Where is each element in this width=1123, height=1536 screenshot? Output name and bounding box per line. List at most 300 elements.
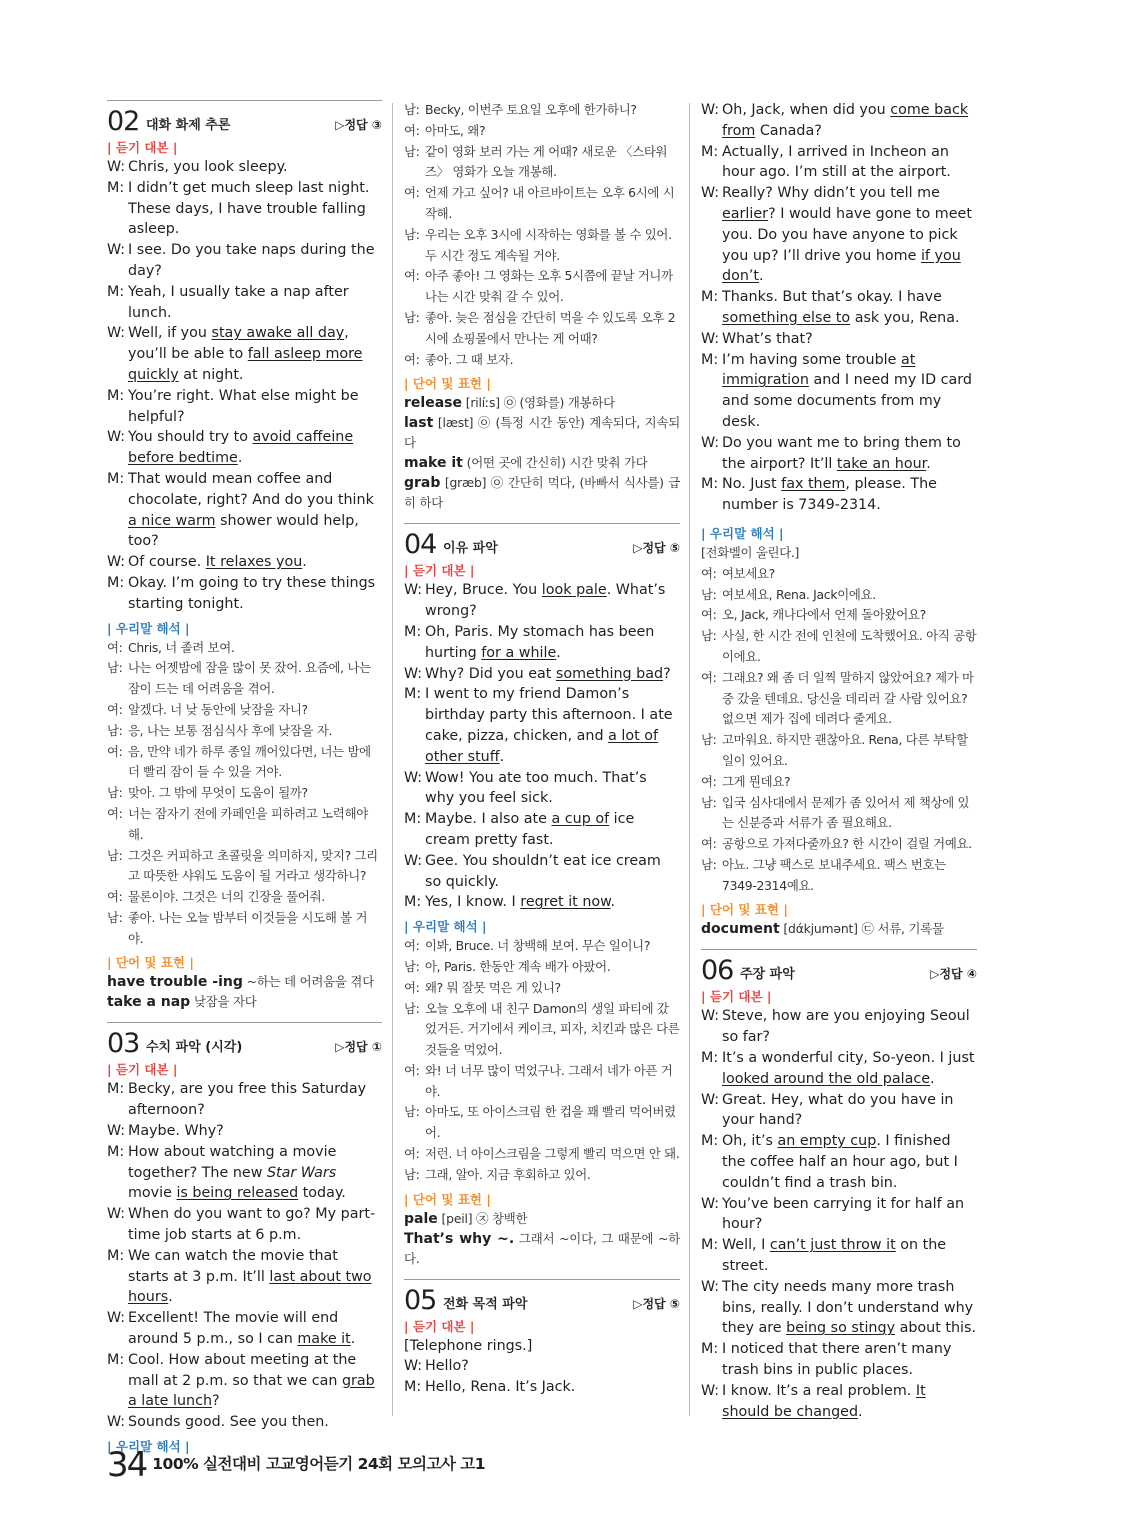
dialogue-text: Hello? — [425, 1358, 469, 1375]
dialogue-text: It’s a wonderful city, So-yeon. I just — [722, 1050, 975, 1067]
q06-title: 주장 파악 — [740, 967, 795, 983]
speaker-label: M: — [107, 1143, 125, 1160]
dialogue-text: about this. — [895, 1320, 977, 1337]
dialogue-text: movie — [128, 1185, 177, 1202]
q06-header — [701, 949, 977, 986]
q02-number: 02 — [107, 106, 140, 137]
q04-vocab — [404, 1209, 680, 1269]
vocab-entry — [404, 453, 680, 473]
translation-text: 음, 만약 네가 하루 종일 깨어있다면, 너는 밤에 더 빨리 잠이 들 수 있을 거야. — [128, 743, 371, 780]
vocab-definition: ㉧ (특정 시간 동안) 계속되다, 지속되다 — [404, 415, 680, 451]
dialogue-text: . — [168, 1289, 173, 1306]
column-3 — [701, 100, 977, 1422]
dialogue-text: . — [930, 1070, 935, 1087]
speaker-label: W: — [701, 330, 720, 347]
speaker-label: M: — [404, 1379, 422, 1396]
translation-text: 물론이야. 그것은 너의 긴장을 풀어줘. — [128, 889, 325, 905]
dialogue-line — [701, 1131, 977, 1193]
speaker-label: W: — [107, 242, 126, 259]
underlined-phrase: is being released — [176, 1185, 299, 1202]
q06-number: 06 — [701, 955, 734, 987]
dialogue-text: . — [759, 268, 764, 285]
dialogue-text: . — [610, 894, 616, 911]
dialogue-text: Star Wars — [266, 1164, 337, 1181]
q02-vocab-label: | 단어 및 표현 | — [107, 955, 194, 971]
dialogue-line — [701, 433, 977, 475]
speaker-label: W: — [701, 185, 720, 202]
translation-text: 우리는 오후 3시에 시작하는 영화를 볼 수 있어. 두 시간 정도 계속될 거야. — [425, 226, 672, 263]
underlined-phrase: being so stingy — [786, 1320, 896, 1337]
column-divider-1 — [392, 103, 393, 1416]
translation-text: 그게 뭔데요? — [722, 773, 791, 789]
dialogue-text: No. Just — [722, 476, 782, 493]
underlined-phrase: if you don’t — [722, 247, 961, 285]
translation-line — [404, 1102, 680, 1144]
speaker-label: W: — [404, 769, 423, 786]
vocab-word: have trouble -ing — [107, 974, 243, 991]
dialogue-text: How about watching a movie together? The new — [128, 1143, 337, 1181]
speaker-label: 남: — [404, 958, 420, 974]
dialogue-line — [404, 1356, 680, 1377]
q03-translation-label: | 우리말 해석 | — [107, 1439, 190, 1455]
translation-line — [107, 846, 382, 888]
dialogue-text: Great. Hey, what do you have in your hand? — [722, 1091, 954, 1129]
vocab-pronunciation: [græb] — [444, 475, 487, 491]
translation-text: 아, Paris. 한동안 계속 배가 아팠어. — [425, 958, 611, 974]
speaker-label: M: — [701, 1050, 719, 1067]
dialogue-line — [701, 1194, 977, 1236]
q02-answer: ▷정답 ③ — [335, 118, 382, 132]
dialogue-text: I noticed that there aren’t many trash bins in public places. — [722, 1341, 952, 1379]
speaker-label: M: — [107, 574, 125, 591]
dialogue-text: You’ve been carrying it for half an hour? — [722, 1195, 965, 1233]
speaker-label: 남: — [404, 1000, 420, 1016]
translation-line — [107, 638, 382, 659]
dialogue-line — [107, 573, 382, 615]
speaker-label: 남: — [701, 732, 717, 748]
dialogue-text: Hello, Rena. It’s Jack. — [425, 1379, 576, 1396]
speaker-label: M: — [701, 351, 719, 368]
speaker-label: 여: — [701, 836, 717, 852]
dialogue-line — [701, 1277, 977, 1339]
translation-text: 공항으로 가져다줄까요? 한 시간이 걸릴 거예요. — [722, 836, 972, 852]
translation-line — [404, 1165, 680, 1186]
vocab-entry — [404, 393, 680, 413]
speaker-label: M: — [404, 686, 422, 703]
dialogue-text: Of course. — [128, 554, 206, 571]
dialogue-text: . — [556, 644, 561, 661]
translation-line — [404, 936, 680, 957]
dialogue-line — [701, 100, 977, 142]
dialogue-line — [404, 851, 680, 893]
vocab-pronunciation: [læst] — [437, 415, 474, 431]
q05-script-label: | 듣기 대본 | — [404, 1318, 475, 1334]
underlined-phrase: stay awake all day — [211, 325, 345, 342]
speaker-label: 여: — [404, 1062, 420, 1078]
underlined-phrase: last about two hours — [128, 1268, 372, 1306]
speaker-label: 여: — [404, 1146, 420, 1162]
q03-translation — [404, 100, 680, 370]
column-1 — [107, 100, 382, 1456]
dialogue-text: Steve, how are you enjoying Seoul so far? — [722, 1008, 970, 1046]
dialogue-line — [404, 1377, 680, 1398]
dialogue-text: I see. Do you take naps during the day? — [128, 242, 375, 279]
vocab-entry — [404, 1209, 680, 1229]
translation-text: 이봐, Bruce. 너 창백해 보여. 무슨 일이니? — [425, 938, 651, 954]
speaker-label: M: — [107, 179, 125, 196]
underlined-phrase: something else to — [722, 309, 851, 326]
translation-text: 저런. 너 아이스크림을 그렇게 빨리 먹으면 안 돼. — [425, 1146, 680, 1162]
translation-line — [701, 585, 977, 606]
speaker-label: W: — [701, 102, 720, 118]
dialogue-text: I went to my friend Damon’s birthday party this afternoon. I ate cake, pizza, chicken, and — [425, 686, 673, 744]
dialogue-line — [701, 1006, 977, 1048]
vocab-entry — [404, 413, 680, 453]
speaker-label: W: — [701, 1091, 720, 1108]
speaker-label: W: — [107, 1123, 126, 1140]
q03-script-label: | 듣기 대본 | — [107, 1062, 178, 1078]
dialogue-line — [107, 323, 382, 385]
translation-text: 여보세요? — [722, 565, 775, 581]
speaker-label: M: — [107, 387, 125, 404]
page-number: 34 — [107, 1445, 147, 1485]
dialogue-line — [404, 664, 680, 685]
q05-translation — [701, 564, 977, 897]
underlined-phrase: at immigration — [722, 351, 916, 389]
speaker-label: 여: — [701, 773, 717, 789]
dialogue-line — [107, 240, 382, 282]
underlined-phrase: for a while — [481, 644, 557, 661]
q06-script-label: | 듣기 대본 | — [701, 989, 772, 1005]
dialogue-line — [107, 1121, 382, 1142]
underlined-phrase: fax them — [781, 476, 846, 493]
translation-line — [701, 730, 977, 772]
dialogue-text: Oh, it’s — [722, 1133, 778, 1150]
speaker-label: W: — [107, 159, 126, 175]
q04-script-label: | 듣기 대본 | — [404, 563, 475, 579]
book-title: 100% 실전대비 고교영어듣기 24회 모의고사 고1 — [152, 1455, 486, 1473]
dialogue-line — [107, 157, 382, 178]
q04-number: 04 — [404, 529, 437, 561]
dialogue-text: . What’s wrong? — [425, 582, 666, 620]
speaker-label: 남: — [404, 226, 420, 242]
translation-line — [107, 721, 382, 742]
speaker-label: 남: — [701, 628, 717, 644]
column-2 — [404, 100, 680, 1398]
translation-line — [404, 1144, 680, 1165]
translation-text: 맞아. 그 밖에 무엇이 도움이 될까? — [128, 785, 308, 801]
speaker-label: M: — [701, 1133, 719, 1150]
speaker-label: M: — [107, 1247, 125, 1264]
translation-line — [701, 564, 977, 585]
dialogue-line — [404, 809, 680, 851]
speaker-label: 여: — [107, 701, 123, 717]
dialogue-text: Cool. How about meeting at the mall at 2 p.m. so that we can — [128, 1351, 357, 1389]
translation-line — [404, 142, 680, 184]
speaker-label: 여: — [107, 805, 123, 821]
dialogue-text: Wow! You ate too much. That’s why you feel sick. — [425, 769, 647, 807]
speaker-label: W: — [107, 429, 126, 446]
dialogue-text: . — [302, 554, 307, 571]
vocab-definition: ㉢ 서류, 기록물 — [861, 921, 944, 937]
q04-vocab-label: | 단어 및 표현 | — [404, 1191, 491, 1207]
translation-text: 그것은 커피하고 초콜릿을 의미하지, 맞지? 그리고 따뜻한 샤워도 도움이 될 거라고 생각하니? — [128, 847, 378, 884]
speaker-label: 남: — [107, 909, 123, 925]
dialogue-text: Oh, Paris. My stomach has been hurting — [425, 623, 655, 661]
translation-text: 사실, 한 시간 전에 인천에 도착했어요. 아직 공항이에요. — [722, 628, 977, 664]
q04-translation-label: | 우리말 해석 | — [404, 919, 487, 935]
q03-vocab — [404, 393, 680, 513]
dialogue-line — [107, 386, 382, 428]
speaker-label: 남: — [701, 794, 717, 810]
vocab-pronunciation: [rilíːs] — [465, 395, 500, 411]
translation-text: 아뇨. 그냥 팩스로 보내주세요. 팩스 번호는 7349-2314예요. — [722, 856, 946, 893]
dialogue-line — [701, 142, 977, 184]
dialogue-line — [404, 768, 680, 810]
translation-text: 너는 잠자기 전에 카페인을 피하려고 노력해야 해. — [128, 805, 368, 842]
translation-line — [701, 605, 977, 626]
dialogue-text: . — [350, 1331, 356, 1348]
underlined-phrase: look pale — [541, 582, 607, 599]
vocab-definition: ㉧ (영화를) 개봉하다 — [503, 395, 615, 411]
dialogue-text: Actually, I arrived in Incheon an hour ago. I’m still at the airport. — [722, 143, 951, 181]
speaker-label: 남: — [701, 586, 717, 602]
translation-line — [107, 783, 382, 804]
translation-line — [404, 121, 680, 142]
dialogue-text: Chris, you look sleepy. — [128, 159, 288, 175]
vocab-word: pale — [404, 1210, 438, 1227]
q05-script-part1 — [404, 1356, 680, 1398]
vocab-pronunciation: [dάkjumənt] — [783, 921, 858, 937]
translation-text: 고마워요. 하지만 괜찮아요. Rena, 다른 부탁할 일이 있어요. — [722, 732, 968, 768]
speaker-label: W: — [701, 434, 720, 451]
translation-line — [404, 957, 680, 978]
speaker-label: 여: — [404, 938, 420, 954]
speaker-label: 여: — [404, 122, 420, 138]
translation-line — [404, 350, 680, 371]
dialogue-text: Canada? — [755, 122, 822, 139]
translation-text: 와! 너 너무 많이 먹었구나. 그래서 네가 아픈 거야. — [425, 1062, 673, 1099]
speaker-label: M: — [404, 811, 422, 828]
translation-line — [107, 742, 382, 784]
dialogue-line — [701, 1048, 977, 1090]
dialogue-text: Really? Why didn’t you tell me — [722, 185, 940, 202]
dialogue-text: Hey, Bruce. You — [425, 582, 542, 599]
translation-text: 그래, 알아. 지금 후회하고 있어. — [425, 1166, 591, 1182]
q03-number: 03 — [107, 1028, 140, 1060]
speaker-label: W: — [404, 665, 423, 682]
underlined-phrase: something bad — [555, 665, 664, 682]
translation-line — [107, 887, 382, 908]
vocab-entry — [701, 919, 977, 939]
dialogue-text: Why? Did you eat — [425, 665, 556, 682]
dialogue-line — [107, 178, 382, 240]
speaker-label: M: — [404, 623, 422, 640]
speaker-label: W: — [404, 852, 423, 869]
underlined-phrase: a nice warm — [128, 512, 216, 529]
translation-text: 오, Jack, 캐나다에서 언제 돌아왔어요? — [722, 607, 926, 623]
dialogue-line — [107, 1350, 382, 1412]
dialogue-text: I’m having some trouble — [722, 351, 901, 368]
dialogue-line — [107, 1246, 382, 1308]
dialogue-text: When do you want to go? My part-time job starts at 6 p.m. — [128, 1206, 376, 1244]
dialogue-line — [701, 474, 977, 516]
underlined-phrase: It should be changed — [722, 1382, 926, 1420]
dialogue-text: I didn’t get much sleep last night. These days, I have trouble falling asleep. — [128, 179, 370, 238]
dialogue-text: at night. — [178, 366, 244, 383]
translation-text: 좋아. 늦은 점심을 간단히 먹을 수 있도록 오후 2시에 쇼핑몰에서 만나는 게 어때? — [425, 309, 676, 346]
translation-line — [404, 183, 680, 225]
dialogue-text: You should try to — [128, 429, 253, 446]
dialogue-text: and I need my ID card and some documents from my desk. — [722, 372, 972, 430]
translation-text: Becky, 이번주 토요일 오후에 한가하니? — [425, 102, 637, 117]
q05-answer: ▷정답 ⑤ — [633, 1296, 680, 1311]
speaker-label: 남: — [701, 856, 717, 872]
q02-vocab — [107, 972, 382, 1012]
speaker-label: M: — [701, 1341, 719, 1358]
translation-text: 나는 어젯밤에 잠을 많이 못 잤어. 요즘에, 나는 잠이 드는 데 어려움을 겪어. — [128, 660, 371, 697]
underlined-phrase: come back from — [722, 102, 969, 139]
q05-title: 전화 목적 파악 — [443, 1296, 528, 1312]
q04-header — [404, 523, 680, 560]
dialogue-line — [107, 282, 382, 324]
q02-script-label: | 듣기 대본 | — [107, 140, 178, 155]
speaker-label: 남: — [404, 143, 420, 159]
speaker-label: 여: — [107, 743, 123, 759]
dialogue-line — [107, 1412, 382, 1433]
translation-line — [701, 772, 977, 793]
dialogue-line — [701, 287, 977, 329]
translation-text: 언제 가고 싶어? 내 아르바이트는 오후 6시에 시작해. — [425, 185, 675, 221]
q02-header — [107, 100, 382, 137]
dialogue-line — [701, 350, 977, 433]
dialogue-line — [701, 1339, 977, 1381]
q05-translation-intro: [전화벨이 울린다.] — [701, 544, 800, 560]
speaker-label: W: — [107, 1310, 126, 1327]
dialogue-text: Yes, I know. I — [425, 894, 521, 911]
dialogue-line — [701, 1090, 977, 1132]
q06-answer: ▷정답 ④ — [930, 967, 977, 982]
dialogue-text: Becky, are you free this Saturday afternoon? — [128, 1081, 367, 1119]
speaker-label: W: — [107, 1206, 126, 1223]
vocab-entry — [404, 1229, 680, 1269]
dialogue-line — [107, 427, 382, 469]
translation-text: 같이 영화 보러 가는 게 어때? 새로운 〈스타워즈〉 영화가 오늘 개봉해. — [425, 143, 668, 180]
dialogue-text: Thanks. But that’s okay. I have — [722, 289, 942, 306]
translation-line — [701, 834, 977, 855]
vocab-entry — [107, 972, 382, 992]
dialogue-line — [701, 329, 977, 350]
speaker-label: 여: — [107, 639, 123, 655]
dialogue-line — [701, 1381, 977, 1423]
q04-translation — [404, 936, 680, 1186]
underlined-phrase: fall asleep more quickly — [128, 346, 363, 383]
q06-script — [701, 1006, 977, 1422]
translation-line — [701, 855, 977, 897]
speaker-label: W: — [701, 1195, 720, 1212]
speaker-label: M: — [701, 143, 719, 160]
translation-text: 오늘 오후에 내 친구 Damon의 생일 파티에 갔었거든. 거기에서 케이크, 피자, 치킨과 많은 다른 것들을 먹었어. — [425, 1000, 680, 1058]
dialogue-text: ? I would have gone to meet you. Do you have anyone to pick you up? I’ll drive you home — [722, 205, 972, 264]
speaker-label: M: — [404, 894, 422, 911]
q03-vocab-label: | 단어 및 표현 | — [404, 376, 491, 392]
dialogue-text: You’re right. What else might be helpful? — [128, 387, 359, 425]
translation-line — [107, 908, 382, 950]
dialogue-text: , you’ll be able to — [128, 325, 349, 363]
vocab-word: document — [701, 921, 780, 938]
speaker-label: 남: — [404, 102, 420, 117]
underlined-phrase: an empty cup — [777, 1133, 877, 1150]
vocab-definition: ~하는 데 어려움을 겪다 — [246, 974, 374, 990]
translation-text: 좋아. 나는 오늘 밤부터 이것들을 시도해 볼 거야. — [128, 909, 368, 946]
underlined-phrase: make it — [297, 1331, 351, 1348]
speaker-label: M: — [701, 476, 719, 493]
translation-text: 아주 좋아! 그 영화는 오후 5시쯤에 끝날 거니까 나는 시간 맞춰 갈 수 있어. — [425, 268, 673, 305]
translation-line — [404, 100, 680, 121]
dialogue-text: on the street. — [722, 1237, 947, 1275]
translation-text: 입국 심사대에서 문제가 좀 있어서 제 책상에 있는 신분증과 서류가 좀 필요해요. — [722, 794, 970, 831]
translation-text: 아마도, 왜? — [425, 122, 486, 138]
dialogue-line — [404, 892, 680, 913]
q03-script — [107, 1079, 382, 1433]
dialogue-text: Okay. I’m going to try these things starting tonight. — [128, 574, 376, 612]
vocab-definition: (어떤 곳에 간신히) 시간 맞춰 가다 — [466, 455, 648, 471]
translation-line — [107, 658, 382, 700]
q05-number: 05 — [404, 1284, 437, 1316]
vocab-definition: 그래서 ~이다, 그 때문에 ~하다. — [404, 1230, 680, 1266]
vocab-definition: ㉧ 간단히 먹다, (바빠서 식사를) 급히 하다 — [404, 475, 680, 511]
dialogue-line — [107, 1142, 382, 1204]
vocab-entry — [107, 992, 382, 1012]
q03-answer: ▷정답 ① — [335, 1040, 382, 1055]
dialogue-text: . — [499, 748, 505, 765]
dialogue-text: That would mean coffee and chocolate, right? And do you think — [128, 470, 374, 508]
translation-line — [404, 308, 680, 350]
speaker-label: W: — [701, 1008, 720, 1025]
dialogue-text: ? — [212, 1393, 220, 1410]
translation-line — [107, 804, 382, 846]
speaker-label: 여: — [404, 268, 420, 284]
vocab-word: release — [404, 395, 462, 412]
dialogue-text: , please. The number is 7349-2314. — [722, 476, 937, 514]
translation-text: 왜? 뭐 잘못 먹은 게 있니? — [425, 979, 561, 995]
speaker-label: M: — [701, 289, 719, 306]
vocab-word: grab — [404, 475, 441, 492]
underlined-phrase: can’t just throw it — [769, 1237, 896, 1254]
q04-answer: ▷정답 ⑤ — [633, 541, 680, 556]
speaker-label: M: — [107, 283, 125, 300]
dialogue-text: Maybe. Why? — [128, 1123, 224, 1140]
vocab-entry — [404, 473, 680, 513]
q05-vocab — [701, 919, 977, 939]
dialogue-text: Oh, Jack, when did you — [722, 102, 891, 118]
dialogue-line — [404, 580, 680, 622]
dialogue-line — [107, 469, 382, 552]
translation-text: 알겠다. 너 낮 동안에 낮잠을 자니? — [128, 701, 308, 717]
page-footer — [107, 1447, 485, 1483]
dialogue-line — [701, 183, 977, 287]
dialogue-line — [107, 1079, 382, 1121]
q05-translation-label: | 우리말 해석 | — [701, 525, 784, 541]
dialogue-line — [404, 622, 680, 664]
q02-translation-label: | 우리말 해석 | — [107, 620, 190, 636]
translation-text: Chris, 너 졸려 보여. — [128, 639, 235, 655]
dialogue-text: We can watch the movie that starts at 3 p.m. It’ll — [128, 1247, 338, 1285]
translation-line — [701, 793, 977, 835]
dialogue-text: ? — [663, 665, 671, 682]
underlined-phrase: regret it now — [520, 894, 611, 911]
translation-text: 좋아. 그 때 보자. — [425, 351, 514, 367]
